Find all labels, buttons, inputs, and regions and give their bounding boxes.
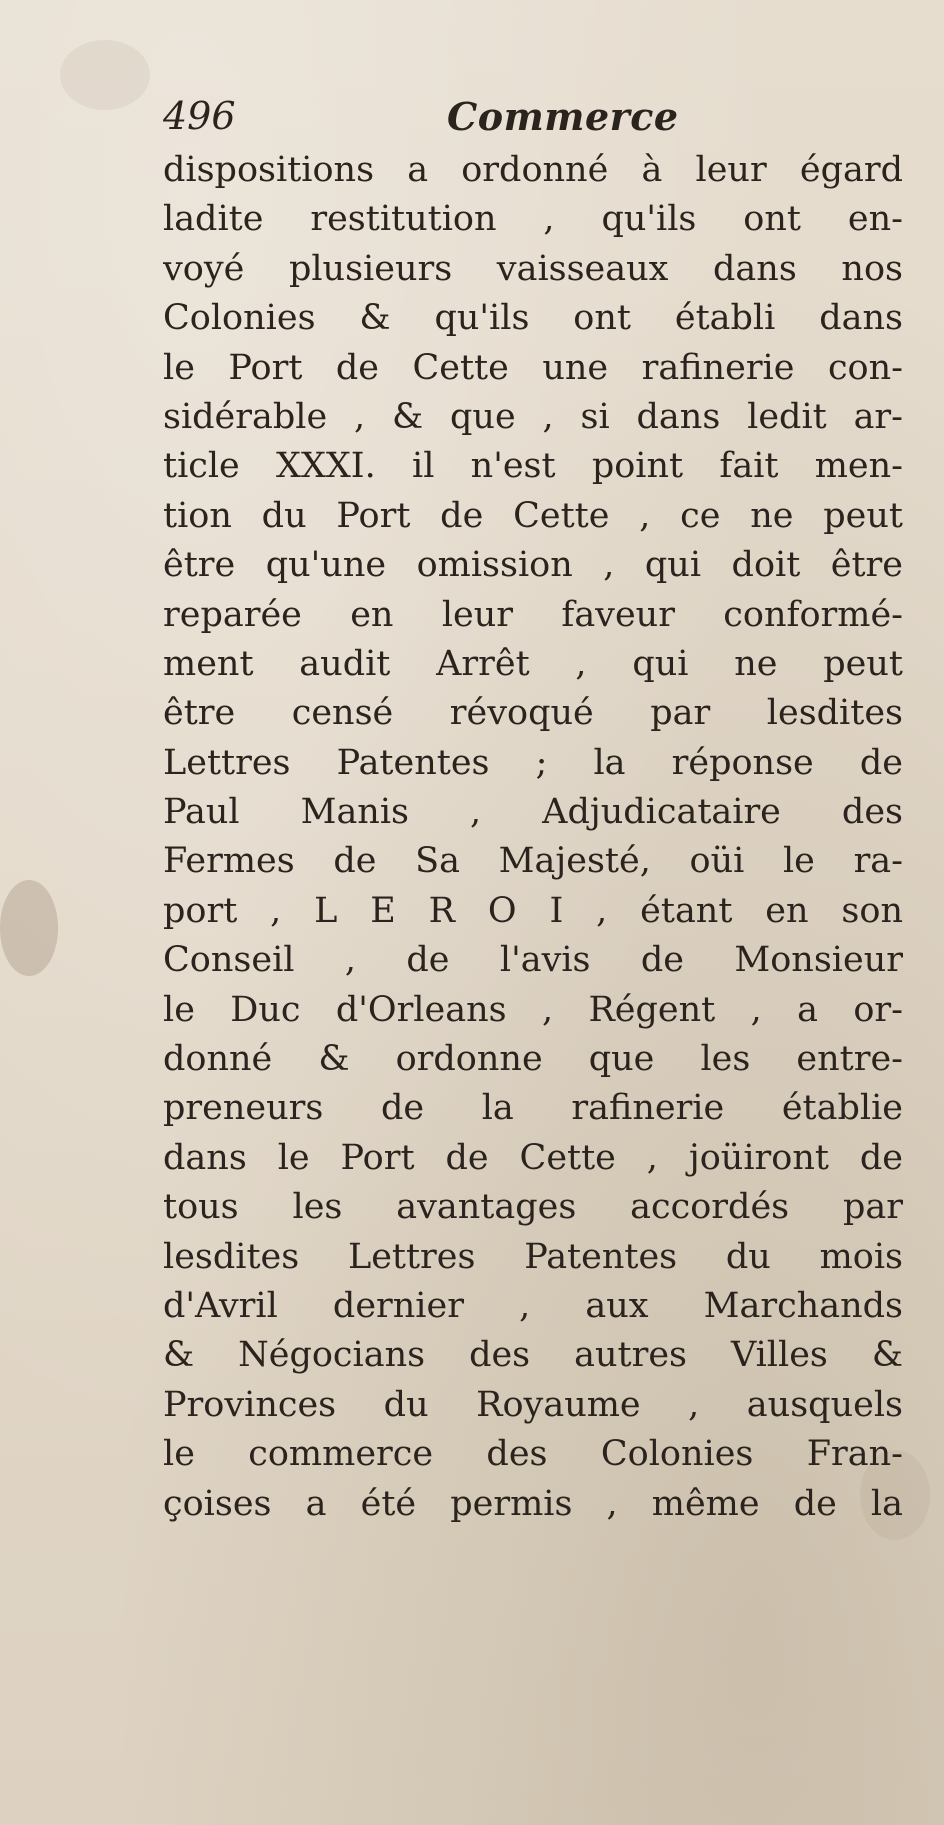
text-line: port , L E R O I , étant en son [163, 890, 903, 931]
text-line: être censé révoqué par lesdites [163, 693, 903, 734]
text-line: dispositions a ordonné à leur égard [163, 150, 903, 190]
text-line: Provinces du Royaume , ausquels [163, 1384, 903, 1425]
text-line: dans le Port de Cette , joüiront de [163, 1137, 903, 1178]
text-line: reparée en leur faveur conformé- [163, 594, 903, 635]
page-stain [0, 880, 58, 976]
text-line: d'Avril dernier , aux Marchands [163, 1285, 903, 1326]
text-line: ticle XXXI. il n'est point fait men- [163, 446, 903, 487]
text-line: le Duc d'Orleans , Régent , a or- [163, 989, 903, 1030]
text-line: sidérable , & que , si dans ledit ar- [163, 396, 903, 437]
body-text [163, 146, 903, 1529]
page-header [163, 88, 903, 144]
text-line: Paul Manis , Adjudicataire des [163, 792, 903, 833]
text-line: Fermes de Sa Majesté, oüi le ra- [163, 841, 903, 882]
text-line: le commerce des Colonies Fran- [163, 1434, 903, 1475]
text-line: le Port de Cette une rafinerie con- [163, 347, 903, 388]
page-number: 496 [163, 94, 236, 138]
text-line: tous les avantages accordés par [163, 1187, 903, 1228]
text-line: lesdites Lettres Patentes du mois [163, 1236, 903, 1277]
text-line: & Négocians des autres Villes & [163, 1335, 903, 1376]
text-line: être qu'une omission , qui doit être [163, 545, 903, 586]
text-line: Colonies & qu'ils ont établi dans [163, 298, 903, 339]
text-line: Conseil , de l'avis de Monsieur [163, 940, 903, 981]
text-line: tion du Port de Cette , ce ne peut [163, 495, 903, 536]
text-line: ment audit Arrêt , qui ne peut [163, 643, 903, 684]
text-line: çoises a été permis , même de la [163, 1483, 903, 1524]
running-head: Commerce [447, 94, 679, 139]
text-line: voyé plusieurs vaisseaux dans nos [163, 248, 903, 289]
page-stain [60, 40, 150, 110]
text-line: ladite restitution , qu'ils ont en- [163, 199, 903, 240]
text-line: Lettres Patentes ; la réponse de [163, 742, 903, 783]
text-line: donné & ordonne que les entre- [163, 1039, 903, 1080]
text-line: preneurs de la rafinerie établie [163, 1088, 903, 1129]
